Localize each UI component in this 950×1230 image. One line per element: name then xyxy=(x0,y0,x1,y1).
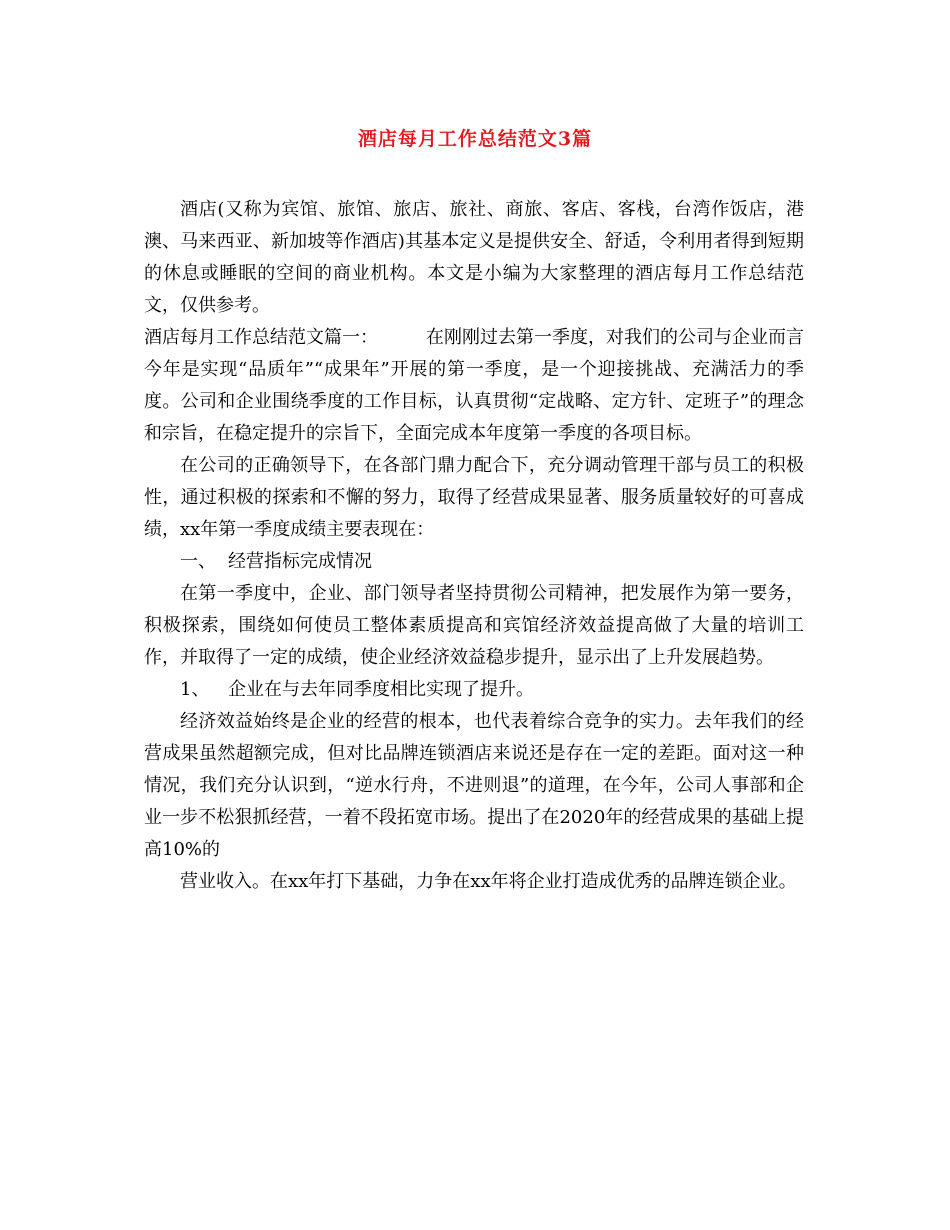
paragraph-4: 经济效益始终是企业的经营的根本，也代表着综合竞争的实力。去年我们的经营成果虽然超额完成，但对比品牌连锁酒店来说还是存在一定的差距。面对这一种情况，我们充分认识到，“逆水行舟，不进则退”的道理，在今年，公司人事部和企业一步不松狠抓经营，一着不段拓宽市场。提出了在2020年的经营成果的基础上提高10%的 xyxy=(144,711,804,860)
list-item-1-text: 企业在与去年同季度相比实现了提升。 xyxy=(228,679,534,700)
paragraph-2: 在公司的正确领导下，在各部门鼎力配合下，充分调动管理干部与员工的积极性，通过积极的探索和不懈的努力，取得了经营成果显著、服务质量较好的可喜成绩，xx年第一季度成绩主要表现在： xyxy=(144,455,804,540)
list-item-1 xyxy=(144,674,804,706)
paragraph-3: 在第一季度中，企业、部门领导者坚持贯彻公司精神，把发展作为第一要务，积极探索，围绕如何使员工整体素质提高和宾馆经济效益提高做了大量的培训工作，并取得了一定的成绩，使企业经济效益稳步提升，显示出了上升发展趋势。 xyxy=(144,583,804,668)
paragraph-5: 营业收入。在xx年打下基础，力争在xx年将企业打造成优秀的品牌连锁企业。 xyxy=(180,871,797,892)
part1-paragraph xyxy=(144,322,804,450)
document-body xyxy=(144,194,804,898)
document-title: 酒店每月工作总结范文3篇 xyxy=(357,128,593,150)
section-heading-1 xyxy=(144,546,804,578)
part1-text: 在刚刚过去第一季度，对我们的公司与企业而言今年是实现“品质年”“成果年”开展的第一季度，是一个迎接挑战、充满活力的季度。公司和企业围绕季度的工作目标，认真贯彻“定战略、定方针、定班子”的理念和宗旨，在稳定提升的宗旨下，全面完成本年度第一季度的各项目标。 xyxy=(144,327,804,444)
part1-label: 酒店每月工作总结范文篇一： xyxy=(144,327,378,348)
list-item-1-number: 1、 xyxy=(180,679,210,700)
section-heading-1-number: 一、 xyxy=(180,551,216,572)
section-heading-1-text: 经营指标完成情况 xyxy=(228,551,372,572)
intro-paragraph: 酒店(又称为宾馆、旅馆、旅店、旅社、商旅、客店、客栈，台湾作饭店，港澳、马来西亚、新加坡等作酒店)其基本定义是提供安全、舒适，令利用者得到短期的休息或睡眠的空间的商业机构。本文是小编为大家整理的酒店每月工作总结范文，仅供参考。 xyxy=(144,199,804,316)
